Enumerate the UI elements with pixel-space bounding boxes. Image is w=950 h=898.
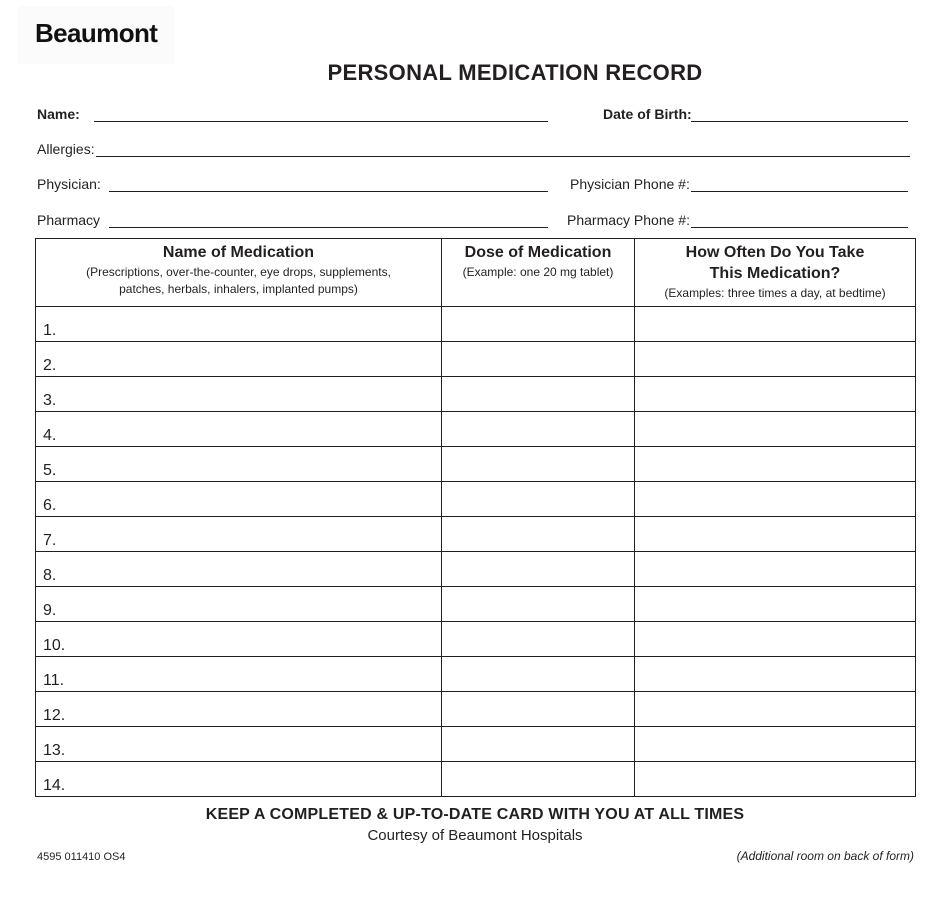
- row-number: 8.: [43, 567, 57, 584]
- column-header-frequency: [635, 239, 916, 307]
- table-row: [36, 552, 916, 587]
- logo-text: Beaumont: [35, 18, 158, 48]
- table-row: [36, 412, 916, 447]
- column-header-medication-name: [36, 239, 442, 307]
- table-row: [36, 377, 916, 412]
- medication-name-cell[interactable]: [36, 727, 442, 762]
- table-row: [36, 342, 916, 377]
- row-number: 10.: [43, 637, 66, 654]
- name-label: Name:: [37, 106, 80, 122]
- medication-name-cell[interactable]: [36, 307, 442, 342]
- physician-field[interactable]: [109, 191, 548, 192]
- allergies-field[interactable]: [96, 156, 910, 157]
- row-number: 11.: [43, 672, 65, 689]
- frequency-cell[interactable]: [635, 412, 916, 447]
- dose-cell[interactable]: [442, 762, 635, 797]
- pharmacy-phone-label: Pharmacy Phone #:: [567, 212, 690, 228]
- table-row: [36, 307, 916, 342]
- column-title: Name of Medication: [162, 244, 315, 261]
- dose-cell[interactable]: [442, 587, 635, 622]
- physician-label: Physician:: [37, 176, 101, 192]
- frequency-cell[interactable]: [635, 622, 916, 657]
- medication-name-cell[interactable]: [36, 342, 442, 377]
- dose-cell[interactable]: [442, 447, 635, 482]
- column-header-dose: [442, 239, 635, 307]
- frequency-cell[interactable]: [635, 762, 916, 797]
- dose-cell[interactable]: [442, 342, 635, 377]
- frequency-cell[interactable]: [635, 692, 916, 727]
- physician-phone-label: Physician Phone #:: [570, 176, 690, 192]
- reminder-text: KEEP A COMPLETED & UP-TO-DATE CARD WITH YOU AT ALL TIMES: [205, 806, 745, 823]
- table-row: [36, 762, 916, 797]
- table-row: [36, 622, 916, 657]
- row-number: 12.: [43, 707, 66, 724]
- medication-name-cell[interactable]: [36, 622, 442, 657]
- row-number: 6.: [43, 497, 57, 514]
- pharmacy-phone-field[interactable]: [691, 227, 908, 228]
- dose-cell[interactable]: [442, 657, 635, 692]
- pharmacy-label: Pharmacy: [37, 212, 101, 228]
- dose-cell[interactable]: [442, 622, 635, 657]
- row-number: 9.: [43, 602, 57, 619]
- table-row: [36, 447, 916, 482]
- row-number: 14.: [43, 777, 66, 794]
- pharmacy-field[interactable]: [109, 227, 548, 228]
- dose-cell[interactable]: [442, 307, 635, 342]
- dose-cell[interactable]: [442, 727, 635, 762]
- frequency-cell[interactable]: [635, 482, 916, 517]
- form-code: 4595 011410 OS4: [37, 851, 126, 863]
- beaumont-logo: [18, 6, 174, 64]
- table-header-row: [36, 239, 916, 307]
- medication-name-cell[interactable]: [36, 447, 442, 482]
- frequency-cell[interactable]: [635, 657, 916, 692]
- medication-name-cell[interactable]: [36, 412, 442, 447]
- medication-name-cell[interactable]: [36, 692, 442, 727]
- frequency-cell[interactable]: [635, 307, 916, 342]
- frequency-cell[interactable]: [635, 377, 916, 412]
- medication-name-cell[interactable]: [36, 377, 442, 412]
- medication-name-cell[interactable]: [36, 587, 442, 622]
- frequency-cell[interactable]: [635, 552, 916, 587]
- medication-name-cell[interactable]: [36, 762, 442, 797]
- row-number: 4.: [43, 427, 57, 444]
- row-number: 7.: [43, 532, 57, 549]
- form-title: PERSONAL MEDICATION RECORD: [327, 60, 703, 85]
- medication-table: [35, 238, 916, 797]
- courtesy-text: Courtesy of Beaumont Hospitals: [367, 827, 583, 844]
- column-subtitle: (Examples: three times a day, at bedtime): [664, 286, 886, 300]
- table-row: [36, 517, 916, 552]
- name-field[interactable]: [94, 121, 548, 122]
- dose-cell[interactable]: [442, 517, 635, 552]
- dose-cell[interactable]: [442, 692, 635, 727]
- frequency-cell[interactable]: [635, 342, 916, 377]
- allergies-label: Allergies:: [37, 141, 95, 157]
- medication-name-cell[interactable]: [36, 482, 442, 517]
- table-row: [36, 482, 916, 517]
- row-number: 1.: [43, 322, 57, 339]
- dob-field[interactable]: [691, 121, 908, 122]
- row-number: 5.: [43, 462, 57, 479]
- table-row: [36, 587, 916, 622]
- frequency-cell[interactable]: [635, 447, 916, 482]
- physician-phone-field[interactable]: [691, 191, 908, 192]
- row-number: 13.: [43, 742, 66, 759]
- back-note: (Additional room on back of form): [736, 849, 914, 863]
- column-subtitle: (Prescriptions, over-the-counter, eye drops, supplements, patches, herbals, inhalers, implanted pumps): [86, 265, 391, 296]
- dose-cell[interactable]: [442, 482, 635, 517]
- medication-name-cell[interactable]: [36, 657, 442, 692]
- medication-name-cell[interactable]: [36, 517, 442, 552]
- row-number: 2.: [43, 357, 57, 374]
- dose-cell[interactable]: [442, 552, 635, 587]
- dose-cell[interactable]: [442, 377, 635, 412]
- table-row: [36, 657, 916, 692]
- frequency-cell[interactable]: [635, 517, 916, 552]
- frequency-cell[interactable]: [635, 587, 916, 622]
- table-row: [36, 727, 916, 762]
- column-title: Dose of Medication: [464, 244, 612, 261]
- column-subtitle: (Example: one 20 mg tablet): [462, 265, 614, 279]
- row-number: 3.: [43, 392, 57, 409]
- frequency-cell[interactable]: [635, 727, 916, 762]
- column-title: How Often Do You Take This Medication?: [685, 244, 865, 282]
- medication-name-cell[interactable]: [36, 552, 442, 587]
- table-row: [36, 692, 916, 727]
- dob-label: Date of Birth:: [603, 106, 692, 122]
- dose-cell[interactable]: [442, 412, 635, 447]
